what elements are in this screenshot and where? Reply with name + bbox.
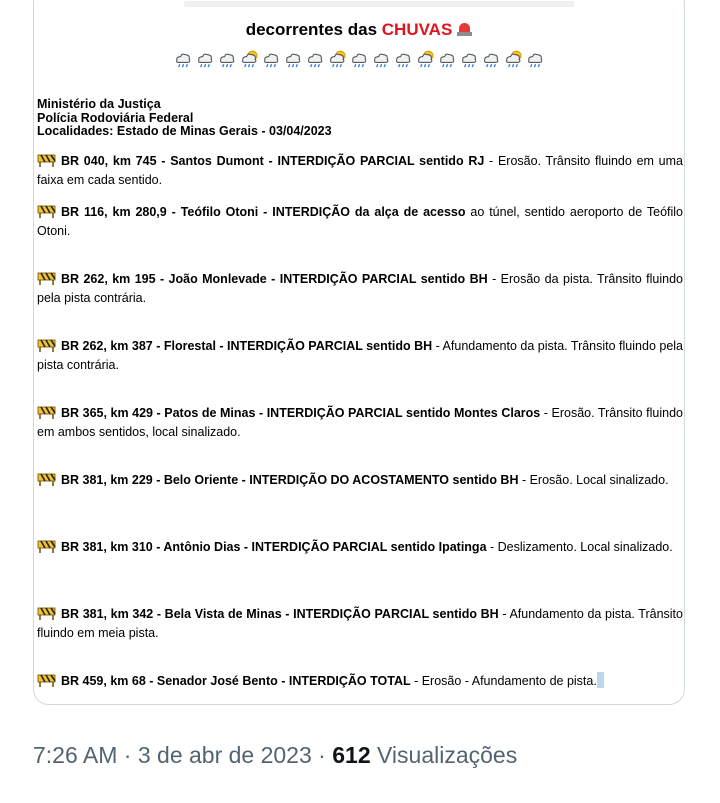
weather-emoji-row [34,50,684,72]
cloud-rain-icon [394,50,413,72]
item-title: BR 381, km 229 - Belo Oriente - INTERDIÇÃO DO ACOSTAMENTO sentido BH [61,473,519,487]
cloud-rain-icon [460,50,479,72]
cloud-rain-icon [350,50,369,72]
item-title: BR 116, km 280,9 - Teófilo Otoni - INTERDIÇÃO da alça de acesso [61,205,466,219]
item-detail: - Deslizamento. Local sinalizado. [486,540,673,554]
item-title: BR 381, km 342 - Bela Vista de Minas - INTERDIÇÃO PARCIAL sentido BH [61,607,499,621]
text-cursor [597,672,604,688]
road-closure-item [37,152,683,190]
road-closure-item [37,672,683,691]
construction-barrier-icon [37,338,56,352]
sun-rain-icon [504,50,523,72]
construction-barrier-icon [37,539,56,553]
tweet-metadata [33,742,517,769]
construction-barrier-icon [37,271,56,285]
cloud-rain-icon [262,50,281,72]
road-closure-item [37,404,683,442]
sun-rain-icon [240,50,259,72]
header-agency: Polícia Rodoviária Federal [37,110,194,125]
separator: · [117,742,138,768]
item-detail: - Erosão. Trânsito fluindo em ambos sentidos, local sinalizado. [37,406,683,439]
tweet-image-card[interactable] [33,0,685,705]
item-title: BR 040, km 745 - Santos Dumont - INTERDIÇÃO PARCIAL sentido RJ [61,154,485,168]
item-title: BR 381, km 310 - Antônio Dias - INTERDIÇÃO PARCIAL sentido Ipatinga [61,540,487,554]
construction-barrier-icon [37,673,56,687]
item-detail: - Afundamento da pista. Trânsito fluindo pela pista contrária. [37,339,683,372]
cloud-rain-icon [372,50,391,72]
separator: · [311,742,333,768]
road-closure-item [37,203,683,241]
construction-barrier-icon [37,153,56,167]
views-count: 612 [332,742,371,768]
construction-barrier-icon [37,472,56,486]
headline-highlight: CHUVAS [381,20,453,39]
cloud-rain-icon [482,50,501,72]
cloud-rain-icon [284,50,303,72]
siren-icon [457,23,472,36]
views-label: Visualizações [370,742,518,768]
cropped-text-strip [184,1,574,7]
tweet-date[interactable]: 3 de abr de 2023 [137,742,312,768]
item-title: BR 262, km 195 - João Monlevade - INTERDIÇÃO PARCIAL sentido BH [61,272,488,286]
header-locality: Localidades: Estado de Minas Gerais - 03/04/2023 [37,124,332,138]
item-detail: - Erosão da pista. Trânsito fluindo pela pista contrária. [37,272,683,305]
road-closure-item [37,270,683,308]
item-detail: - Erosão. Trânsito fluindo em uma faixa em cada sentido. [37,154,683,187]
item-title: BR 262, km 387 - Florestal - INTERDIÇÃO PARCIAL sentido BH [61,339,433,353]
item-title: BR 365, km 429 - Patos de Minas - INTERDIÇÃO PARCIAL sentido Montes Claros [61,406,541,420]
cloud-rain-icon [438,50,457,72]
road-closure-item [37,538,683,557]
construction-barrier-icon [37,606,56,620]
cloud-rain-icon [196,50,215,72]
headline-prefix: decorrentes das [245,20,378,39]
item-detail: - Erosão - Afundamento de pista. [410,674,597,688]
item-detail: - Erosão. Local sinalizado. [518,473,669,487]
item-detail: ao túnel, sentido aeroporto de Teófilo Otoni. [37,205,683,238]
header-ministry: Ministério da Justiça [37,97,161,111]
road-closure-item [37,605,683,643]
report-header [37,98,332,139]
item-title: BR 459, km 68 - Senador José Bento - INTERDIÇÃO TOTAL [61,674,411,688]
cloud-rain-icon [174,50,193,72]
sun-rain-icon [328,50,347,72]
cloud-rain-icon [306,50,325,72]
sun-rain-icon [416,50,435,72]
road-closure-item [37,337,683,375]
item-detail: - Afundamento da pista. Trânsito fluindo em meia pista. [37,607,683,640]
construction-barrier-icon [37,405,56,419]
construction-barrier-icon [37,204,56,218]
tweet-time[interactable]: 7:26 AM [33,742,118,768]
cloud-rain-icon [526,50,545,72]
cloud-rain-icon [218,50,237,72]
road-closure-item [37,471,683,490]
headline [34,20,684,40]
